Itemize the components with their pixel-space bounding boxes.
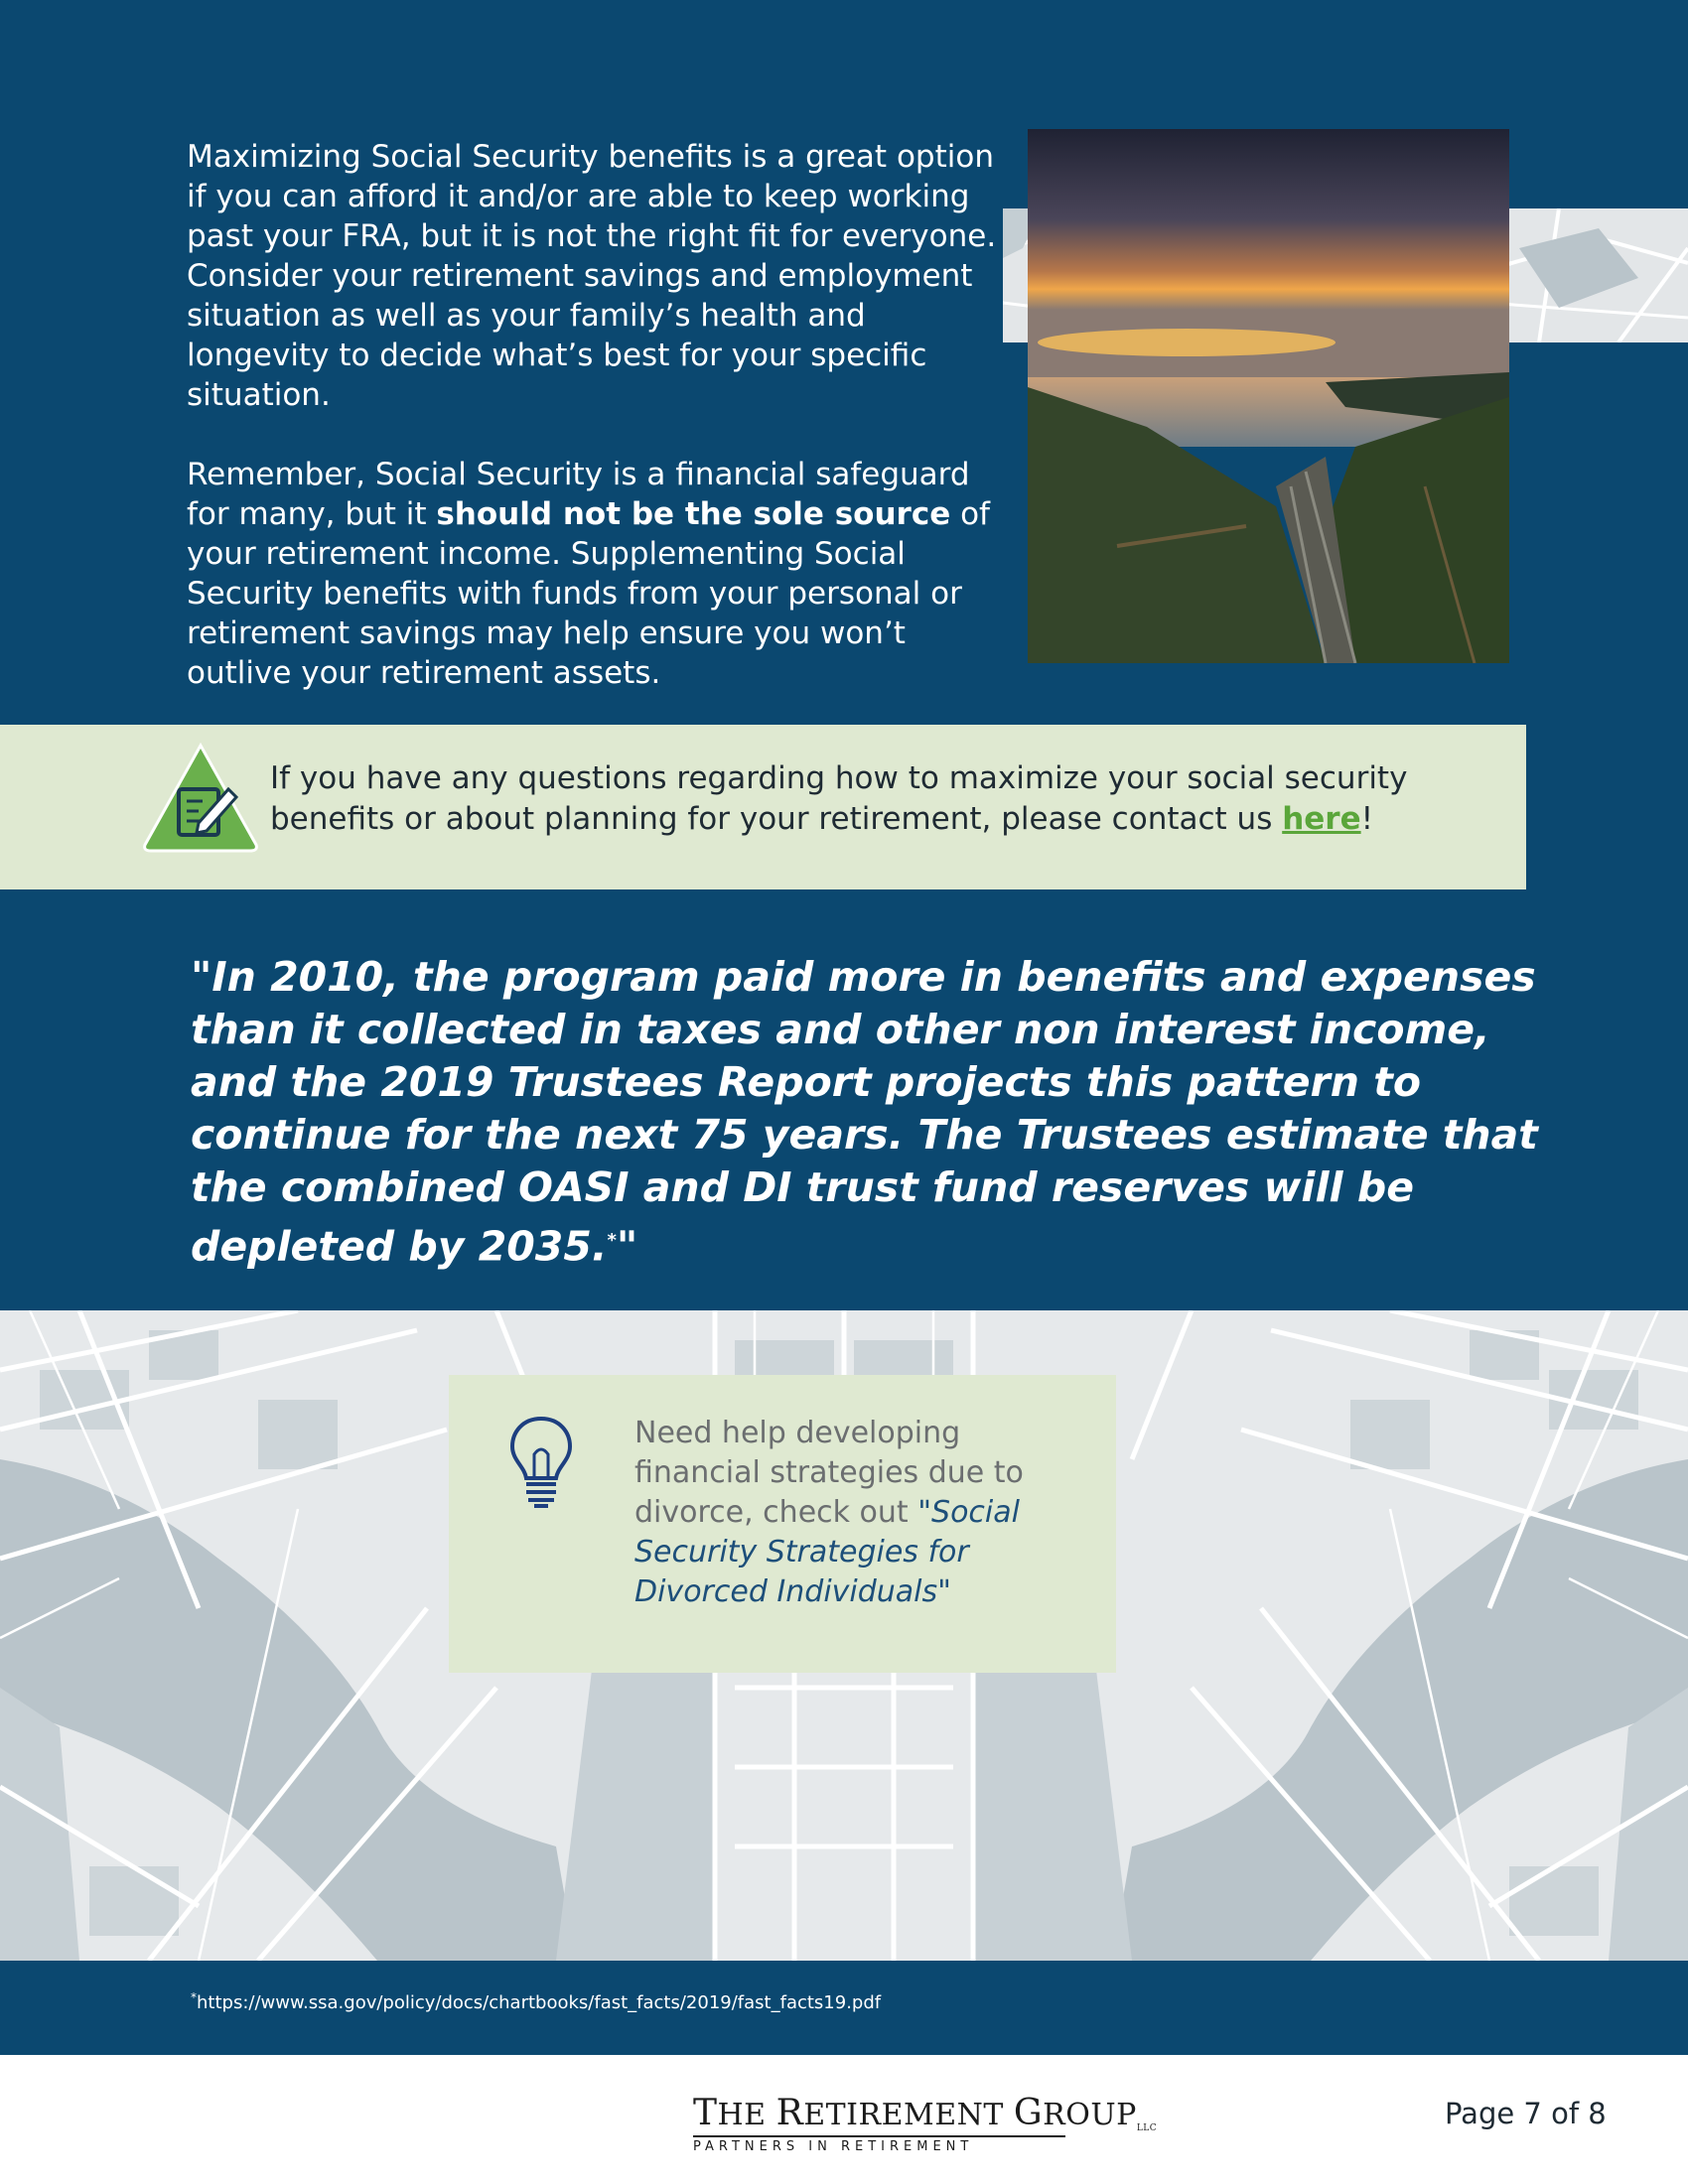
quote-close: " [616, 1222, 638, 1271]
contact-callout-text [270, 758, 1521, 840]
logo-letter-r: R [775, 2093, 804, 2133]
intro-paragraph-2 [187, 455, 1001, 693]
checklist-pencil-icon [141, 740, 260, 859]
intro-paragraph-2-start: Remember, Social Security is a financial safeguard for many, but it [187, 457, 970, 532]
divorce-tip-text [634, 1414, 1071, 1612]
intro-text [187, 137, 1001, 733]
footnote [191, 1990, 881, 2013]
logo-letter-g: G [1013, 2093, 1044, 2133]
contact-callout-end: ! [1360, 801, 1374, 837]
retirement-group-logo [693, 2093, 1158, 2154]
lightbulb-icon [508, 1415, 574, 1514]
logo-word-roup: ROUP [1043, 2098, 1137, 2132]
footnote-url[interactable]: https://www.ssa.gov/policy/docs/chartbooks/fast_facts/2019/fast_facts19.pdf [197, 1992, 882, 2013]
logo-tagline: PARTNERS IN RETIREMENT [693, 2139, 974, 2154]
contact-callout-message: If you have any questions regarding how to maximize your social security benefits or about planning for your retirement, please contact us [270, 760, 1408, 837]
quote-footnote-marker: * [607, 1230, 617, 1251]
trustees-quote [191, 951, 1581, 1274]
logo-word-he: HE [717, 2098, 776, 2132]
intro-bold-phrase: should not be the sole source [436, 496, 951, 532]
page-number: Page 7 of 8 [1445, 2097, 1607, 2130]
divorced-strategies-link[interactable]: "Social Security Strategies for Divorced Individuals" [634, 1495, 1020, 1609]
logo-letter-t: T [693, 2093, 718, 2133]
logo-rule [693, 2135, 1065, 2137]
contact-here-link[interactable]: here [1282, 801, 1361, 837]
intro-paragraph-1: Maximizing Social Security benefits is a great option if you can afford it and/or are able to keep working past your FRA, but it is not the right fit for everyone. Consider your retirement savings and employment situation as well as your family’s health and longevity to decide what’s best for your specific situation. [187, 139, 997, 413]
intro-paragraph-2-end: of your retirement income. Supplementing Social Security benefits with funds from your personal or retirement savings may help ensure you won’t outlive your retirement assets. [187, 496, 990, 691]
coastal-sunset-photo [1028, 129, 1509, 663]
coastal-path-image [1028, 129, 1509, 663]
logo-llc: LLC [1136, 2123, 1158, 2133]
quote-text: "In 2010, the program paid more in benefits and expenses than it collected in taxes and other non interest income, and the 2019 Trustees Report projects this pattern to continue for the next 75 years. The Trustees estimate that the combined OASI and DI trust fund reserves will be depleted by 2035. [191, 953, 1538, 1271]
logo-wordmark [693, 2093, 1158, 2133]
footnote-marker: * [191, 1990, 197, 2004]
divorce-tip-message: Need help developing financial strategies due to divorce, check out [634, 1416, 1024, 1530]
logo-word-etirement: ETIREMENT [803, 2098, 1014, 2132]
